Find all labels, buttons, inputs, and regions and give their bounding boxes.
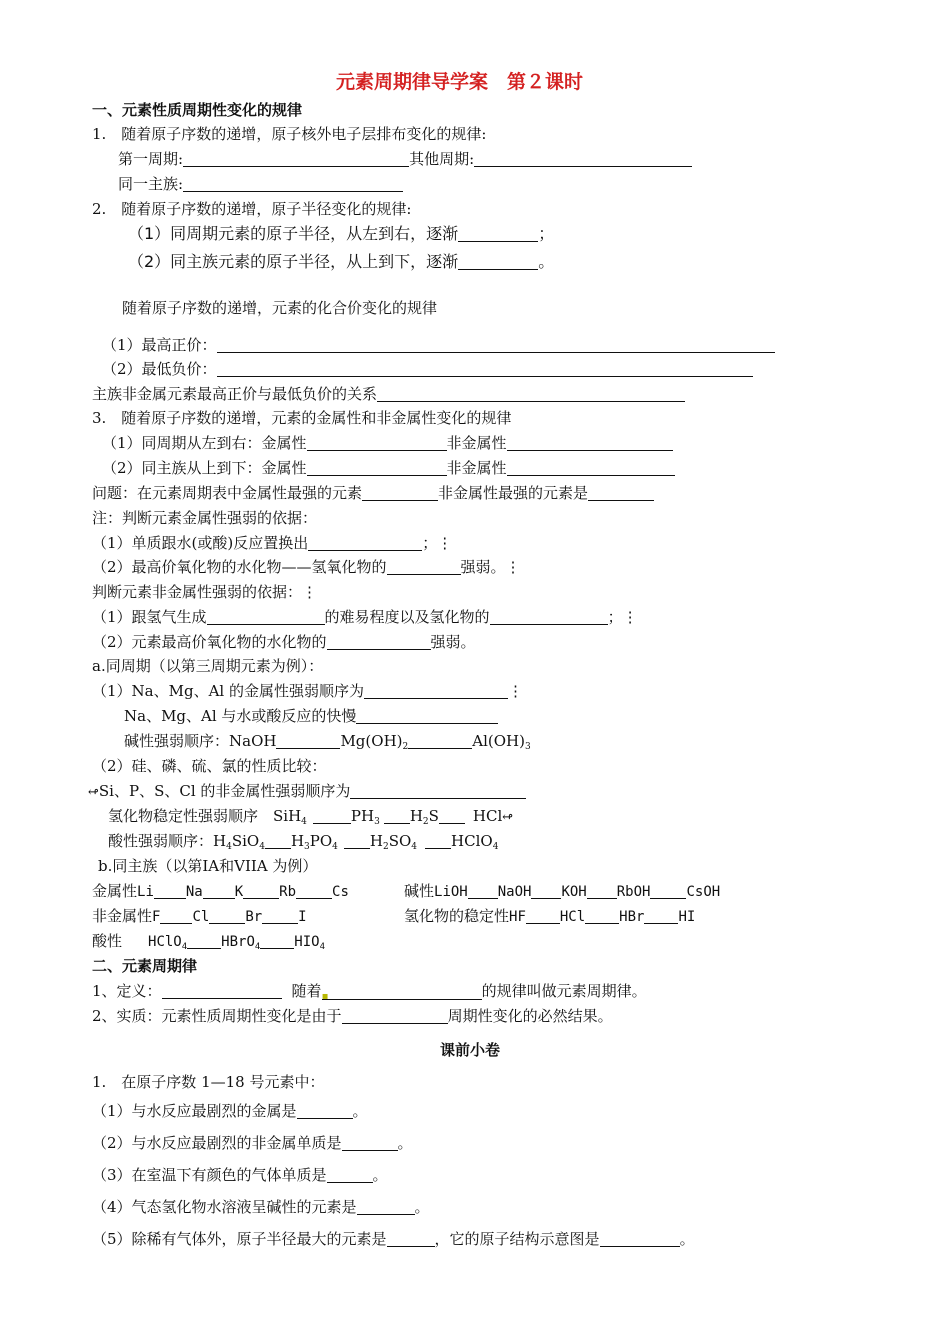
blank-metal-3[interactable]: [243, 883, 279, 899]
blank-q2b[interactable]: [458, 254, 538, 270]
nonmetal-criteria-heading: 判断元素非金属性强弱的依据：⋮: [92, 583, 318, 601]
si-p-s-cl-order: [88, 781, 526, 803]
hydride-s: S: [428, 807, 439, 825]
question-2a: [128, 224, 554, 244]
acid-h4-sub: 4: [226, 842, 232, 852]
valence-highest-label: （1）最高正价：: [102, 336, 217, 354]
definition-line: [92, 981, 647, 1001]
end-arrow-icon: ↫: [502, 810, 514, 825]
hydride-item: HI: [678, 909, 696, 925]
base-item: CsOH: [686, 884, 721, 900]
hydride-hcl: HCl: [472, 807, 503, 825]
note-1-end: ；⋮: [422, 534, 453, 552]
quiz-item-1: [92, 1101, 368, 1121]
valence-question: 随着原子序数的递增，元素的化合价变化的规律: [122, 299, 438, 317]
blank-issue-metal[interactable]: [362, 485, 438, 501]
acid-hclo-sub: 4: [492, 842, 499, 852]
blank-same-period-water[interactable]: [356, 708, 498, 724]
blank-q3-2-metal[interactable]: [307, 460, 447, 476]
blank-hydride-2[interactable]: [384, 808, 410, 824]
quiz-item-5-end: 。: [679, 1230, 695, 1248]
valence-highest: [102, 335, 775, 355]
base-order: [124, 731, 531, 751]
metal-item: Rb: [279, 884, 297, 900]
metal-order: [92, 881, 349, 902]
blank-acid-2[interactable]: [344, 833, 370, 849]
blank-first-period[interactable]: [183, 151, 409, 167]
q2a-text: （1）同周期元素的原子半径，从左到右，逐渐: [128, 224, 459, 243]
blank-base-2[interactable]: [408, 733, 472, 749]
valence-lowest-label: （2）最低负价：: [102, 360, 217, 378]
blank-hydride-1[interactable]: [313, 808, 351, 824]
base-al-sub: 3: [524, 742, 531, 752]
blank-q3-2-nonmetal[interactable]: [507, 460, 675, 476]
same-period-1: [92, 681, 523, 701]
blank-quiz-5a[interactable]: [387, 1231, 435, 1247]
acid-item-sub: 4: [254, 942, 261, 952]
essence-line: [92, 1006, 613, 1026]
question-2: 2. 随着原子序数的递增，原子半径变化的规律:: [92, 200, 412, 218]
blank-nonmetal-3[interactable]: [262, 908, 298, 924]
quiz-item-1-end: 。: [352, 1102, 368, 1120]
definition-label: 1、定义：: [92, 982, 162, 1000]
note-1-label: （1）单质跟水(或酸)反应置换出: [92, 534, 309, 552]
blank-base-group-1[interactable]: [468, 883, 498, 899]
quiz-title: 课前小卷: [440, 1041, 501, 1059]
issue-line: [92, 483, 654, 503]
blank-acid-group-1[interactable]: [187, 933, 221, 949]
acid-item-sub: 4: [181, 942, 188, 952]
nonmetal-label: 非金属性: [92, 907, 153, 925]
quiz-question: 1. 在原子序数 1—18 号元素中：: [92, 1073, 325, 1091]
blank-nm-2[interactable]: [327, 634, 431, 650]
same-group-heading: b.同主族（以第IA和VIIA 为例）: [98, 857, 318, 875]
issue-metal-label: 问题：在元素周期表中金属性最强的元素: [92, 484, 363, 502]
issue-nonmetal-label: 非金属性最强的元素是: [438, 484, 589, 502]
hydride-item: HCl: [559, 909, 586, 925]
nonmetal-item: Cl: [192, 909, 210, 925]
hydride-ph: PH: [350, 807, 375, 825]
nonmetal-item: F: [152, 909, 161, 925]
same-period-water-label: Na、Mg、Al 与水或酸反应的快慢: [124, 707, 357, 725]
essence-end: 周期性变化的必然结果。: [447, 1007, 613, 1025]
hydride-item: HF: [509, 909, 526, 925]
acid-h2: H: [369, 832, 383, 850]
nm-2-label: （2）元素最高价氧化物的水化物的: [92, 633, 327, 651]
q3-2-nonmetal-label: 非金属性: [446, 459, 507, 477]
acid-h3-sub: 3: [304, 842, 310, 852]
hydride-order-label: 氢化物稳定性强弱顺序 SiH: [108, 807, 302, 825]
q2b-end: 。: [538, 252, 555, 271]
nonmetal-order: [92, 906, 307, 927]
essence-label: 2、实质：: [92, 1007, 162, 1025]
same-period-1-end: ⋮: [507, 682, 523, 700]
acid-item-sub: 4: [319, 942, 326, 952]
acid-order: [108, 831, 498, 851]
blank-quiz-3[interactable]: [327, 1167, 373, 1183]
base-item: KOH: [561, 884, 587, 900]
acid-item: HBrO: [221, 934, 255, 950]
question-2b: [128, 252, 554, 272]
quiz-item-5: [92, 1229, 695, 1249]
metal-item: Cs: [332, 884, 349, 900]
hydride-group-label: 氢化物的稳定性: [404, 907, 510, 925]
quiz-item-3-end: 。: [372, 1166, 388, 1184]
question-1: 1. 随着原子序数的递增，原子核外电子层排布变化的规律:: [92, 125, 487, 143]
question-1-first-period: [118, 149, 692, 169]
metal-item: K: [234, 884, 244, 900]
blank-base-group-4[interactable]: [650, 883, 686, 899]
acid-group-order: [92, 931, 325, 952]
hydride-order: [108, 806, 513, 828]
blank-quiz-2[interactable]: [342, 1135, 398, 1151]
valence-relation: [92, 384, 685, 404]
blank-issue-nonmetal[interactable]: [588, 485, 654, 501]
q2b-text: （2）同主族元素的原子半径，从上到下，逐渐: [128, 252, 459, 271]
base-order-label: 碱性强弱顺序：NaOH: [124, 732, 277, 750]
blank-nonmetal-2[interactable]: [209, 908, 245, 924]
acid-sio-sub: 4: [259, 842, 265, 852]
blank-note-2[interactable]: [387, 559, 461, 575]
nonmetal-criteria-2: [92, 632, 476, 652]
blank-metal-4[interactable]: [296, 883, 332, 899]
same-group-label: 同一主族:: [118, 175, 184, 193]
quiz-item-2-end: 。: [397, 1134, 413, 1152]
note-2-label: （2）最高价氧化物的水化物——氢氧化物的: [92, 558, 387, 576]
blank-same-period-1[interactable]: [364, 683, 508, 699]
section-2-heading: 二、元素周期律: [92, 957, 198, 975]
base-item: LiOH: [434, 884, 468, 900]
blank-same-group[interactable]: [183, 176, 403, 192]
acid-item: HIO: [294, 934, 320, 950]
blank-base-group-2[interactable]: [531, 883, 561, 899]
blank-nonmetal-1[interactable]: [160, 908, 192, 924]
blank-note-1[interactable]: [308, 535, 422, 551]
nm-1-end: ；⋮: [607, 608, 638, 626]
essence-mid: 元素性质周期性变化是由于: [161, 1007, 342, 1025]
si-p-s-cl-heading: （2）硅、磷、硫、氯的性质比较：: [92, 757, 327, 775]
metal-label: 金属性: [92, 882, 138, 900]
acid-hclo: HClO: [451, 832, 493, 850]
nm-2-end: 强弱。: [430, 633, 476, 651]
blank-metal-2[interactable]: [203, 883, 235, 899]
quiz-item-5-mid: ，它的原子结构示意图是: [434, 1230, 600, 1248]
definition-end: 的规律叫做元素周期律。: [481, 982, 647, 1000]
note-2: [92, 557, 521, 577]
blank-valence-highest[interactable]: [217, 337, 775, 353]
acid-so: SO: [388, 832, 412, 850]
blank-q2a[interactable]: [458, 226, 538, 242]
nm-1-mid: 的难易程度以及氢化物的: [324, 608, 490, 626]
blank-q3-1-metal[interactable]: [307, 435, 447, 451]
section-1-heading: 一、元素性质周期性变化的规律: [92, 101, 303, 119]
blank-other-period[interactable]: [474, 151, 692, 167]
acid-sio: SiO: [231, 832, 260, 850]
base-group-label: 碱性: [404, 882, 435, 900]
acid-order-label: 酸性强弱顺序：H: [108, 832, 227, 850]
acid-item: HClO: [148, 934, 182, 950]
blank-acid-1[interactable]: [265, 833, 291, 849]
blank-quiz-1[interactable]: [297, 1103, 353, 1119]
blank-definition-2[interactable]: [322, 984, 482, 1000]
acid-po: PO: [309, 832, 333, 850]
nm-1-label: （1）跟氢气生成: [92, 608, 207, 626]
si-p-s-cl-label: Si、P、S、Cl 的非金属性强弱顺序为: [98, 782, 351, 800]
nonmetal-item: Br: [245, 909, 263, 925]
blank-nm-1b[interactable]: [490, 609, 608, 625]
blank-metal-1[interactable]: [154, 883, 186, 899]
hydride-h: H: [409, 807, 423, 825]
q3-1-nonmetal-label: 非金属性: [446, 434, 507, 452]
blank-definition-1[interactable]: [162, 983, 282, 999]
blank-si-p-s-cl[interactable]: [350, 783, 526, 799]
hydride-ph-sub: 3: [374, 817, 380, 827]
blank-hydride-group-2[interactable]: [585, 908, 619, 924]
note-1: [92, 533, 452, 553]
blank-hydride-group-3[interactable]: [644, 908, 678, 924]
bullet-arrow-icon: ↫: [88, 785, 99, 800]
quiz-item-5-label: （5）除稀有气体外，原子半径最大的元素是: [92, 1230, 387, 1248]
acid-so-sub: 4: [411, 842, 418, 852]
acid-group-label: 酸性: [92, 932, 123, 950]
quiz-item-4-label: （4）气态氢化物水溶液呈碱性的元素是: [92, 1198, 357, 1216]
definition-mid: 随着: [291, 982, 322, 1000]
hydride-group-order: [404, 906, 695, 927]
blank-valence-lowest[interactable]: [217, 361, 753, 377]
first-period-label: 第一周期:: [118, 150, 184, 168]
blank-acid-group-2[interactable]: [260, 933, 294, 949]
quiz-item-3-label: （3）在室温下有颜色的气体单质是: [92, 1166, 327, 1184]
same-period-1-label: （1）Na、Mg、Al 的金属性强弱顺序为: [92, 682, 364, 700]
blank-valence-relation[interactable]: [377, 386, 685, 402]
question-3-2: [102, 458, 675, 478]
quiz-item-3: [92, 1165, 388, 1185]
quiz-item-4-end: 。: [414, 1198, 430, 1216]
base-mg: Mg(OH): [340, 732, 403, 750]
marker-dot: ▪: [321, 991, 329, 1002]
blank-essence[interactable]: [342, 1008, 448, 1024]
acid-h2-sub: 2: [382, 842, 389, 852]
other-period-label: 其他周期:: [409, 150, 475, 168]
quiz-item-2: [92, 1133, 413, 1153]
q2a-end: ；: [538, 224, 555, 243]
quiz-item-4: [92, 1197, 430, 1217]
note-2-end: 强弱。⋮: [460, 558, 521, 576]
quiz-item-2-label: （2）与水反应最剧烈的非金属单质是: [92, 1134, 342, 1152]
blank-hydride-group-1[interactable]: [526, 908, 560, 924]
nonmetal-criteria-1: [92, 607, 638, 627]
page-title: 元素周期律导学案 第２课时: [336, 71, 584, 93]
blank-q3-1-nonmetal[interactable]: [507, 435, 673, 451]
base-item: NaOH: [497, 884, 532, 900]
q3-2-metal-label: （2）同主族从上到下：金属性: [102, 459, 307, 477]
metal-item: Li: [137, 884, 154, 900]
hydride-item: HBr: [619, 909, 645, 925]
same-period-heading: a.同周期（以第三周期元素为例）：: [92, 657, 324, 675]
base-group-order: [404, 881, 720, 902]
hydride-si-sub: 4: [301, 817, 307, 827]
same-period-water: [124, 706, 498, 726]
base-item: RbOH: [616, 884, 651, 900]
valence-lowest: [102, 359, 753, 379]
question-3: 3. 随着原子序数的递增，元素的金属性和非金属性变化的规律: [92, 409, 512, 427]
hydride-h2-sub: 2: [422, 817, 429, 827]
blank-acid-3[interactable]: [425, 833, 451, 849]
nonmetal-item: I: [298, 909, 307, 925]
acid-po-sub: 4: [332, 842, 338, 852]
blank-nm-1a[interactable]: [207, 609, 325, 625]
acid-h3: H: [290, 832, 305, 850]
blank-base-1[interactable]: [276, 733, 340, 749]
note-heading: 注：判断元素金属性强弱的依据：: [92, 509, 318, 527]
quiz-item-1-label: （1）与水反应最剧烈的金属是: [92, 1102, 297, 1120]
blank-quiz-4[interactable]: [357, 1199, 415, 1215]
base-al: Al(OH): [472, 732, 525, 750]
q3-1-metal-label: （1）同周期从左到右：金属性: [102, 434, 307, 452]
valence-relation-label: 主族非金属元素最高正价与最低负价的关系: [92, 385, 378, 403]
question-3-1: [102, 433, 673, 453]
blank-hydride-3[interactable]: [439, 808, 465, 824]
blank-quiz-5b[interactable]: [600, 1231, 680, 1247]
question-1-same-group: [118, 174, 403, 194]
blank-base-group-3[interactable]: [587, 883, 617, 899]
metal-item: Na: [185, 884, 203, 900]
base-mg-sub: 2: [402, 742, 409, 752]
